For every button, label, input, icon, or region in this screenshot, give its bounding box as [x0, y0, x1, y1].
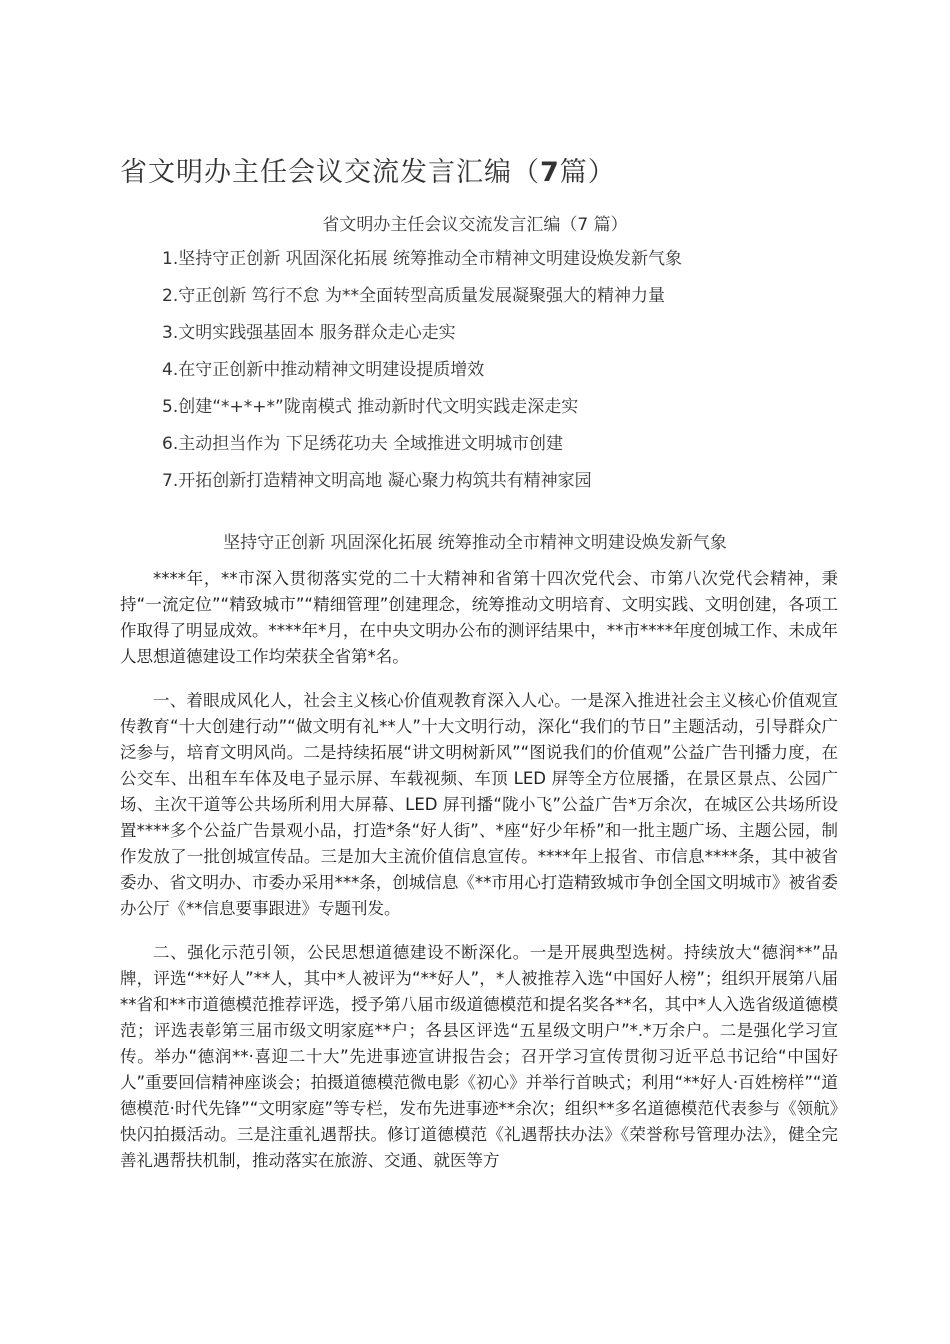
document-body [120, 566, 838, 1192]
section-heading: 坚持守正创新 巩固深化拓展 统筹推动全市精神文明建设焕发新气象 [223, 533, 727, 553]
title-text: 省文明办主任会议交流发言汇编（ [120, 157, 540, 188]
title-number: 7 [540, 157, 560, 188]
toc-item: 1.坚持守正创新 巩固深化拓展 统筹推动全市精神文明建设焕发新气象 [162, 249, 683, 269]
toc-item: 2.守正创新 笃行不怠 为**全面转型高质量发展凝聚强大的精神力量 [162, 286, 666, 306]
body-paragraph: 一、着眼成风化人，社会主义核心价值观教育深入人心。一是深入推进社会主义核心价值观宣传教育“十大创建行动”“做文明有礼**人”十大文明行动，深化“我们的节日”主题活动，引导群众广泛参与，培育文明风尚。二是持续拓展“讲文明树新风”“图说我们的价值观”公益广告刊播力度，在公交车、出租车车体及电子显示屏、车载视频、车顶 LED 屏等全方位展播，在景区景点、公园广场、主次干道等公共场所利用大屏幕、LED 屏刊播“陇小飞”公益广告*万余次，在城区公共场所设置****多个公益广告景观小品，打造*条“好人街”、*座“好少年桥”和一批主题广场、主题公园，制作发放了一批创城宣传品。三是加大主流价值信息宣传。****年上报省、市信息****条，其中被省委办、省文明办、市委办采用***条，创城信息《**市用心打造精致城市争创全国文明城市》被省委办公厅《**信息要事跟进》专题刊发。 [120, 691, 838, 918]
toc-item: 7.开拓创新打造精神文明高地 凝心聚力构筑共有精神家园 [162, 471, 592, 491]
table-of-contents [162, 246, 682, 505]
toc-item: 5.创建“*+*+*”陇南模式 推动新时代文明实践走深走实 [162, 397, 579, 417]
title-suffix: 篇） [559, 157, 616, 188]
toc-item: 6.主动担当作为 下足绣花功夫 全域推进文明城市创建 [162, 434, 564, 454]
toc-item: 3.文明实践强基固本 服务群众走心走实 [162, 323, 456, 343]
document-title [120, 150, 616, 189]
document-subtitle: 省文明办主任会议交流发言汇编（7 篇） [322, 215, 628, 235]
body-paragraph: ****年，**市深入贯彻落实党的二十大精神和省第十四次党代会、市第八次党代会精神，秉持“一流定位”“精致城市”“精细管理”创建理念，统筹推动文明培育、文明实践、文明创建，各项工作取得了明显成效。****年*月，在中央文明办公布的测评结果中，**市****年度创城工作、未成年人思想道德建设工作均荣获全省第*名。 [120, 569, 838, 666]
toc-item: 4.在守正创新中推动精神文明建设提质增效 [162, 360, 485, 380]
body-paragraph: 二、强化示范引领，公民思想道德建设不断深化。一是开展典型选树。持续放大“德润**”品牌，评选“**好人”**人，其中*人被评为“**好人”，*人被推荐入选“中国好人榜”；组织开展第八届**省和**市道德模范推荐评选，授予第八届市级道德模范和提名奖各**名，其中*人入选省级道德模范；评选表彰第三届市级文明家庭**户；各县区评选“五星级文明户”*.*万余户。二是强化学习宣传。举办“德润**·喜迎二十大”先进事迹宣讲报告会；召开学习宣传贯彻习近平总书记给“中国好人”重要回信精神座谈会；拍摄道德模范微电影《初心》并举行首映式；利用“**好人·百姓榜样”“道德模范·时代先锋”“文明家庭”等专栏，发布先进事迹**余次；组织**多名道德模范代表参与《领航》快闪拍摄活动。三是注重礼遇帮扶。修订道德模范《礼遇帮扶办法》《荣誉称号管理办法》，健全完善礼遇帮扶机制，推动落实在旅游、交通、就医等方 [120, 943, 838, 1170]
